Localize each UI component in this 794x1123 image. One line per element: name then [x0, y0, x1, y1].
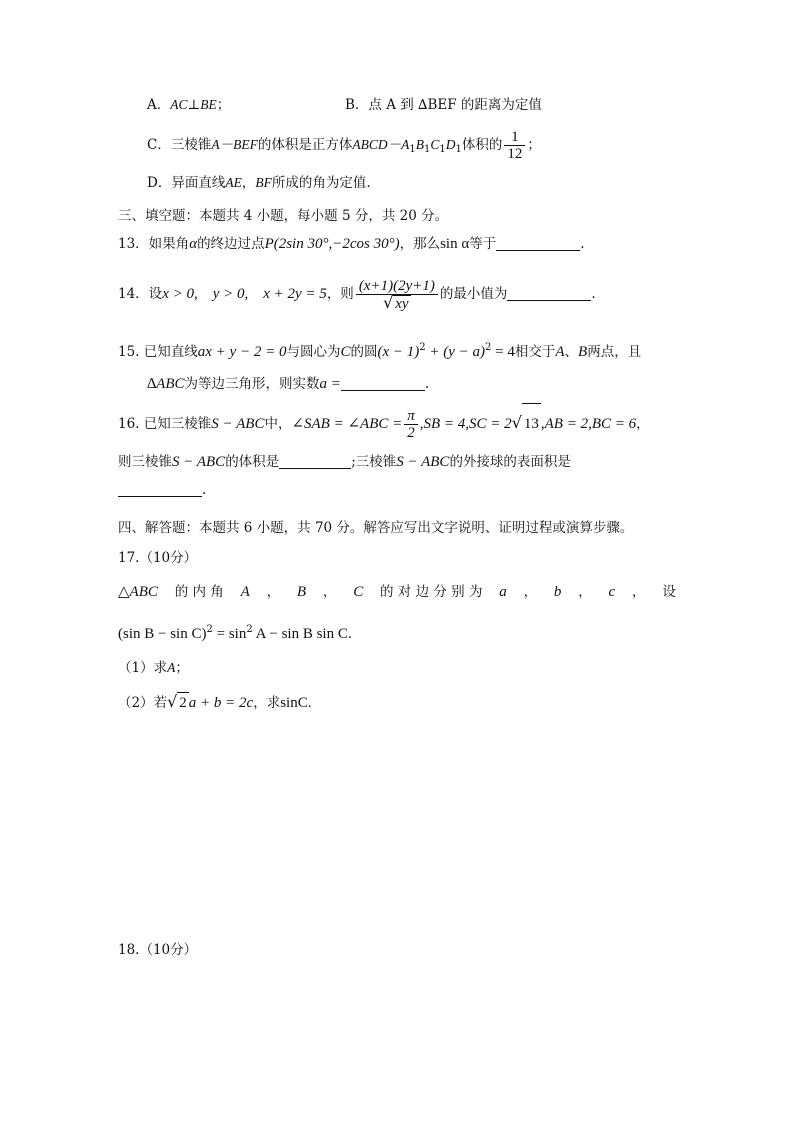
section-3-title: 三、填空题：本题共 4 小题，每小题 5 分，共 20 分。 [118, 208, 449, 224]
question-17-line-2: (sin $B - \sin C)^2 = \sin^2 A - \sin B$ sin C． [118, 624, 362, 642]
question-16-line-2: 则三棱锥S − ABC的体积是 ;三棱锥S − ABC的外接球的表面积是 [118, 454, 571, 470]
answer-blank[interactable] [341, 376, 425, 391]
question-17-header: 17.（10分） [118, 550, 198, 566]
answer-blank[interactable] [507, 286, 591, 301]
answer-blank[interactable] [279, 454, 351, 469]
option-a: A．AC⊥BE； [147, 97, 231, 113]
question-18-header: 18.（10分） [118, 942, 198, 958]
option-c: C．三棱锥A－BEF的体积是正方体$ABCD-A_1B_1C_1D_1$体积的 $\frac{1}{12}$ ； [147, 129, 541, 162]
fraction-expression: $\frac{(x+1)(2y+1)}{√ xy}$ [356, 278, 438, 312]
option-b: B．点 A 到 ∆BEF 的距离为定值 [345, 97, 542, 113]
radical-sign-icon: √ [167, 692, 178, 711]
question-17-line-1: △ABC 的 内 角 A ， B ， C 的 对 边 分 别 为 a ， b ， c ， 设 [118, 584, 676, 600]
answer-blank[interactable] [496, 236, 580, 251]
question-14: 14．设x > 0, y > 0, x + 2y = 5，则 $\frac{(x+1)(2y+1)}{√ xy}$ 的最小值为 . [118, 277, 596, 312]
fraction-one-twelfth: $\frac{1}{12}$ [504, 129, 525, 162]
option-a-expr: AC⊥BE [170, 97, 217, 112]
question-16: 16. 已知三棱锥S − ABC中，∠SAB = ∠ABC = $\frac{\pi}{2}$ ,SB = 4,SC = 2√ 13 ,AB = 2,BC = 6， [118, 403, 650, 444]
radical-sign-icon: √ [511, 413, 522, 432]
question-15: 15. 已知直线ax + y − 2 = 0与圆心为C的圆$(x - 1)^2 + (y - a)^2 = 4$相交于A、B两点，且 [118, 342, 642, 360]
question-13: 13．如果角α的终边过点P(2sin 30°,−2cos 30°)，那么sin α等于 . [118, 236, 585, 252]
question-15-line-2: ∆ABC为等边三角形，则实数a = . [147, 376, 430, 392]
question-16-line-3: . [118, 480, 206, 500]
question-17-part-1: （1）求A； [118, 660, 189, 676]
section-4-title: 四、解答题：本题共 6 小题，共 70 分。解答应写出文字说明、证明过程或演算步骤。 [118, 520, 634, 536]
fraction-pi-over-2: $\frac{\pi}{2}$ [404, 408, 418, 441]
answer-blank[interactable] [118, 482, 202, 497]
option-d: D．异面直线AE，BF所成的角为定值. [147, 175, 371, 191]
question-17-part-2: （2）若√ 2 a + b = 2c，求sinC. [118, 692, 312, 711]
radical-sign-icon: √ [383, 292, 394, 312]
